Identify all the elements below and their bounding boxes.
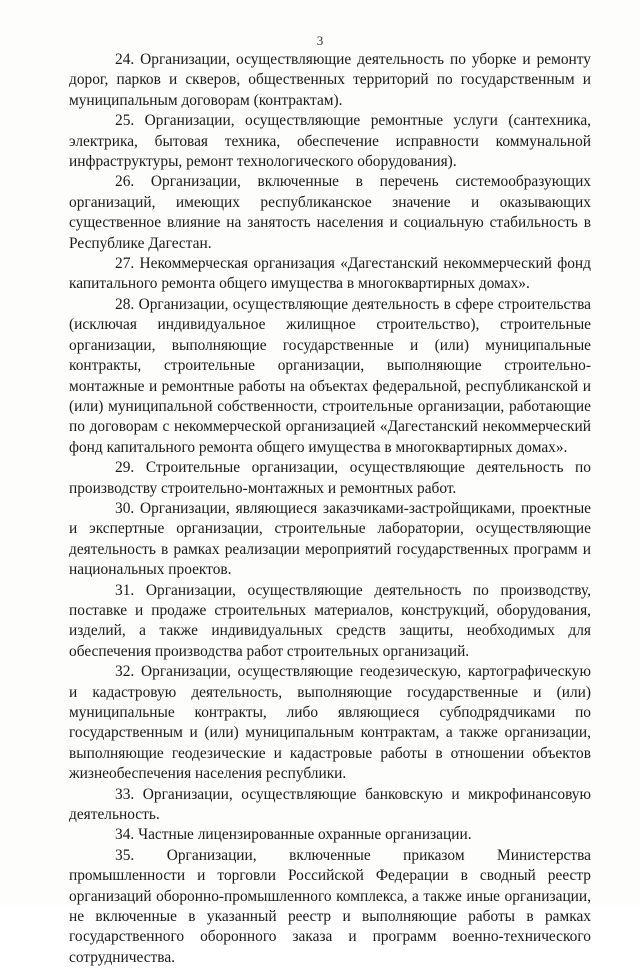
paragraph-35: 35. Организации, включенные приказом Министерства промышленности и торговли Российской Федерации в сводный реестр организаций оборонно-промышленного комплекса, а также иные организации, не включенные в указанный реестр и выполняющие работы в рамках государственного оборонного заказа и программ военно-технического сотрудничества. xyxy=(69,846,591,966)
paragraph-30: 30. Организации, являющиеся заказчиками-застройщиками, проектные и экспертные организации, строительные лаборатории, осуществляющие деятельность в рамках реализации мероприятий государственных программ и национальных проектов. xyxy=(69,499,591,579)
paragraph-29: 29. Строительные организации, осуществляющие деятельность по производству строительно-монтажных и ремонтных работ. xyxy=(69,459,591,497)
paragraph-32: 32. Организации, осуществляющие геодезическую, картографическую и кадастровую деятельность, выполняющие государственные и (или) муниципальные контракты, либо являющиеся субподрядчиками по государственным и (или) муниципальным контрактам, а также организации, выполняющие геодезические и кадастровые работы в отношении объектов жизнеобеспечения населения республики. xyxy=(69,663,591,783)
paragraph-31: 31. Организации, осуществляющие деятельность по производству, поставке и продаже строительных материалов, конструкций, оборудования, изделий, а также индивидуальных средств защиты, необходимых для обеспечения производства работ строительных организаций. xyxy=(69,581,591,660)
document-body xyxy=(69,50,591,968)
paragraph-27: 27. Некоммерческая организация «Дагестанский некоммерческий фонд капитального ремонта общего имущества в многоквартирных домах». xyxy=(69,255,591,293)
paragraph-28: 28. Организации, осуществляющие деятельность в сфере строительства (исключая индивидуальное жилищное строительство), строительные организации, выполняющие государственные и (или) муниципальные контракты, строительные организации, выполняющие строительно-монтажные и ремонтные работы на объектах федеральной, республиканской и (или) муниципальной собственности, строительные организации, работающие по договорам с некоммерческой организацией «Дагестанский некоммерческий фонд капитального ремонта общего имущества в многоквартирных домах». xyxy=(69,295,591,456)
page-number: 3 xyxy=(316,33,324,48)
paragraph-25: 25. Организации, осуществляющие ремонтные услуги (сантехника, электрика, бытовая техника, обеспечение исправности коммунальной инфраструктуры, ремонт технологического оборудования). xyxy=(69,112,591,171)
paragraph-34: 34. Частные лицензированные охранные организации. xyxy=(115,826,472,844)
paragraph-24: 24. Организации, осуществляющие деятельность по уборке и ремонту дорог, парков и скверов, общественных территорий по государственным и муниципальным договорам (контрактам). xyxy=(69,51,591,109)
paragraph-33: 33. Организации, осуществляющие банковскую и микрофинансовую деятельность. xyxy=(69,785,591,824)
paragraph-26: 26. Организации, включенные в перечень системообразующих организаций, имеющих республиканское значение и оказывающих существенное влияние на занятость населения и социальную стабильность в Республике Дагестан. xyxy=(69,173,591,252)
